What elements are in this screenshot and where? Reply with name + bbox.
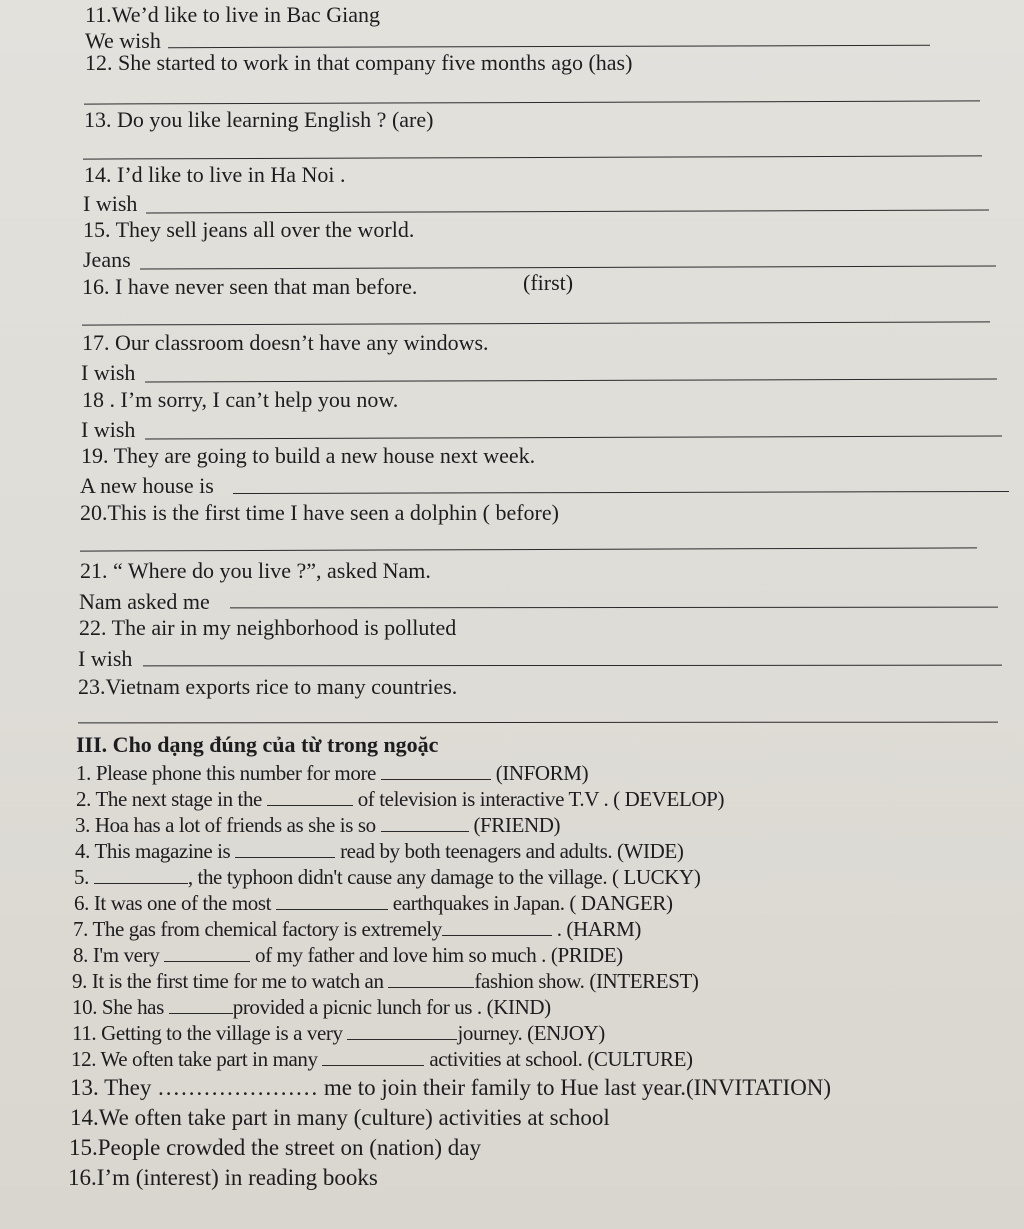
item-text-before: We often take part in many xyxy=(100,1047,318,1071)
answer-line-21[interactable] xyxy=(230,607,998,609)
answer-line-23[interactable] xyxy=(78,722,998,724)
exercise-15-prefix: Jeans xyxy=(83,247,131,272)
item-text-before: They xyxy=(104,1075,152,1100)
exercise-22-sentence xyxy=(79,615,456,641)
answer-line-20[interactable] xyxy=(80,547,977,551)
exercise-16-sentence xyxy=(82,274,417,300)
item-text-after: activities at school. (CULTURE) xyxy=(429,1047,693,1071)
exercise-19-sentence xyxy=(81,443,535,469)
item-text-after: . (HARM) xyxy=(556,917,641,941)
wordform-item-14 xyxy=(70,1105,610,1131)
exercise-14-sentence xyxy=(84,162,346,188)
exercise-14-prefix: I wish xyxy=(83,191,138,216)
item-text: We often take part in many (culture) activities at school xyxy=(98,1105,610,1130)
exercise-20-sentence xyxy=(80,500,559,526)
item-number: 11. xyxy=(72,1021,97,1045)
item-number: 6. xyxy=(74,891,89,915)
exercise-text: They are going to build a new house next week. xyxy=(113,443,536,468)
item-number: 13. xyxy=(70,1075,99,1100)
exercise-19-prefix: A new house is xyxy=(80,473,214,498)
item-text-before: I'm very xyxy=(92,943,160,967)
item-text-after: , the typhoon didn't cause any damage to the village. ( LUCKY) xyxy=(187,865,701,889)
wordform-item-16 xyxy=(68,1165,378,1191)
exercise-number: 15. xyxy=(83,217,111,242)
exercise-text: I have never seen that man before. xyxy=(115,274,418,299)
item-number: 8. xyxy=(73,943,88,967)
answer-line-11[interactable] xyxy=(168,45,930,48)
item-text-after: of my father and love him so much . (PRIDE) xyxy=(255,943,623,967)
exercise-11-sentence xyxy=(85,2,380,28)
exercise-text: They sell jeans all over the world. xyxy=(115,217,415,242)
answer-line-18[interactable] xyxy=(145,436,1002,440)
exercise-17-prefix: I wish xyxy=(81,360,136,385)
wordform-item-6 xyxy=(74,890,673,916)
exercise-number: 18 . xyxy=(82,387,115,412)
exercise-number: 17. xyxy=(82,330,110,355)
answer-blank[interactable] xyxy=(164,943,250,962)
item-text-after: (INFORM) xyxy=(495,761,589,785)
item-number: 10. xyxy=(72,995,98,1019)
exercise-15-sentence xyxy=(83,217,414,243)
item-number: 7. xyxy=(73,917,88,941)
answer-line-15[interactable] xyxy=(140,266,996,270)
wordform-item-1 xyxy=(76,760,588,786)
wordform-item-12 xyxy=(71,1046,693,1072)
answer-blank[interactable] xyxy=(235,839,335,858)
wordform-item-9 xyxy=(72,968,699,994)
wordform-item-7 xyxy=(73,916,641,942)
exercise-13-sentence xyxy=(84,107,433,133)
wordform-item-11 xyxy=(72,1020,605,1046)
answer-line-12[interactable] xyxy=(84,100,980,104)
exercise-21-prefix: Nam asked me xyxy=(79,589,210,614)
exercise-16-hint: (first) xyxy=(523,270,574,295)
item-text-after: of television is interactive T.V . ( DEVELOP) xyxy=(357,787,725,811)
wordform-item-5 xyxy=(74,864,700,890)
item-number: 3. xyxy=(75,813,90,837)
answer-blank[interactable] xyxy=(381,761,491,780)
item-text-before: It is the first time for me to watch an xyxy=(91,969,384,993)
item-number: 1. xyxy=(76,761,91,785)
wordform-item-10 xyxy=(72,994,551,1020)
exercise-23-sentence xyxy=(78,674,457,700)
exercise-number: 22. xyxy=(79,615,107,640)
item-text-after: earthquakes in Japan. ( DANGER) xyxy=(392,891,673,915)
answer-dots[interactable]: ………………… xyxy=(157,1075,319,1100)
exercise-number: 13. xyxy=(84,107,112,132)
exercise-18-prefix: I wish xyxy=(81,417,136,442)
item-number: 4. xyxy=(75,839,90,863)
item-text-before: The next stage in the xyxy=(95,787,262,811)
item-text-after: journey. (ENJOY) xyxy=(457,1021,605,1045)
exercise-text: Do you like learning English ? (are) xyxy=(117,107,434,132)
exercise-text: The air in my neighborhood is polluted xyxy=(111,615,457,640)
answer-blank[interactable] xyxy=(381,813,469,832)
exercise-number: 21. xyxy=(80,558,108,583)
answer-line-13[interactable] xyxy=(83,155,982,159)
answer-blank[interactable] xyxy=(347,1021,457,1040)
exercise-number: 12. xyxy=(85,50,113,75)
wordform-item-3 xyxy=(75,812,560,838)
exercise-text: Our classroom doesn’t have any windows. xyxy=(115,330,489,355)
exercise-text: Vietnam exports rice to many countries. xyxy=(105,674,458,699)
item-number: 16. xyxy=(68,1165,97,1190)
answer-line-14[interactable] xyxy=(146,210,989,214)
answer-line-17[interactable] xyxy=(145,379,997,383)
item-text-before: The gas from chemical factory is extremely xyxy=(92,917,442,941)
answer-blank[interactable] xyxy=(267,787,353,806)
answer-line-22[interactable] xyxy=(143,665,1002,667)
answer-blank[interactable] xyxy=(276,891,388,910)
exercise-text: We’d like to live in Bac Giang xyxy=(111,2,380,27)
answer-blank[interactable] xyxy=(94,865,188,884)
item-text-before: Please phone this number for more xyxy=(95,761,376,785)
exercise-number: 19. xyxy=(81,443,109,468)
wordform-item-4 xyxy=(75,838,683,864)
item-text-after: me to join their family to Hue last year.(INVITATION) xyxy=(323,1075,832,1100)
item-text-before: Hoa has a lot of friends as she is so xyxy=(94,813,376,837)
exercise-17-sentence xyxy=(82,330,489,356)
item-number: 5. xyxy=(74,865,89,889)
answer-blank[interactable] xyxy=(388,969,474,988)
exercise-number: 11. xyxy=(85,2,112,27)
item-number: 14. xyxy=(70,1105,99,1130)
item-text: People crowded the street on (nation) day xyxy=(97,1135,481,1160)
item-text-after: fashion show. (INTEREST) xyxy=(474,969,699,993)
answer-blank[interactable] xyxy=(169,995,233,1014)
exercise-text: I’d like to live in Ha Noi . xyxy=(117,162,346,187)
exercise-number: 14. xyxy=(84,162,112,187)
item-text-before: She has xyxy=(101,995,164,1019)
item-number: 9. xyxy=(72,969,87,993)
exercise-text: She started to work in that company five months ago (has) xyxy=(118,50,633,75)
wordform-item-8 xyxy=(73,942,623,968)
wordform-item-15 xyxy=(69,1135,481,1161)
answer-blank[interactable] xyxy=(322,1047,424,1066)
exercise-number: 23. xyxy=(78,674,106,699)
exercise-text: This is the first time I have seen a dolphin ( before) xyxy=(107,500,559,525)
exercise-12-sentence xyxy=(85,50,632,76)
item-number: 12. xyxy=(71,1047,97,1071)
item-text-after: read by both teenagers and adults. (WIDE) xyxy=(340,839,684,863)
item-text-after: (FRIEND) xyxy=(473,813,561,837)
answer-blank[interactable] xyxy=(442,917,552,936)
exercise-22-prefix: I wish xyxy=(78,646,133,671)
exercise-21-sentence xyxy=(80,558,431,584)
item-number: 15. xyxy=(69,1135,98,1160)
item-number: 2. xyxy=(76,787,91,811)
exercise-text: I’m sorry, I can’t help you now. xyxy=(120,387,399,412)
wordform-item-13 xyxy=(70,1075,831,1101)
exercise-text: “ Where do you live ?”, asked Nam. xyxy=(113,558,431,583)
exercise-number: 16. xyxy=(82,274,110,299)
exercise-11-prefix: We wish xyxy=(85,28,161,53)
exercise-18-sentence xyxy=(82,387,398,413)
exercise-number: 20. xyxy=(80,500,108,525)
answer-line-19[interactable] xyxy=(233,491,1009,494)
section-heading: III. Cho dạng đúng của từ trong ngoặc xyxy=(76,732,439,757)
item-text-before: This magazine is xyxy=(94,839,231,863)
wordform-item-2 xyxy=(76,786,724,812)
answer-line-16[interactable] xyxy=(82,321,990,325)
item-text-after: provided a picnic lunch for us . (KIND) xyxy=(232,995,551,1019)
item-text-before: It was one of the most xyxy=(93,891,272,915)
item-text-before: Getting to the village is a very xyxy=(101,1021,343,1045)
item-text: I’m (interest) in reading books xyxy=(96,1165,378,1190)
